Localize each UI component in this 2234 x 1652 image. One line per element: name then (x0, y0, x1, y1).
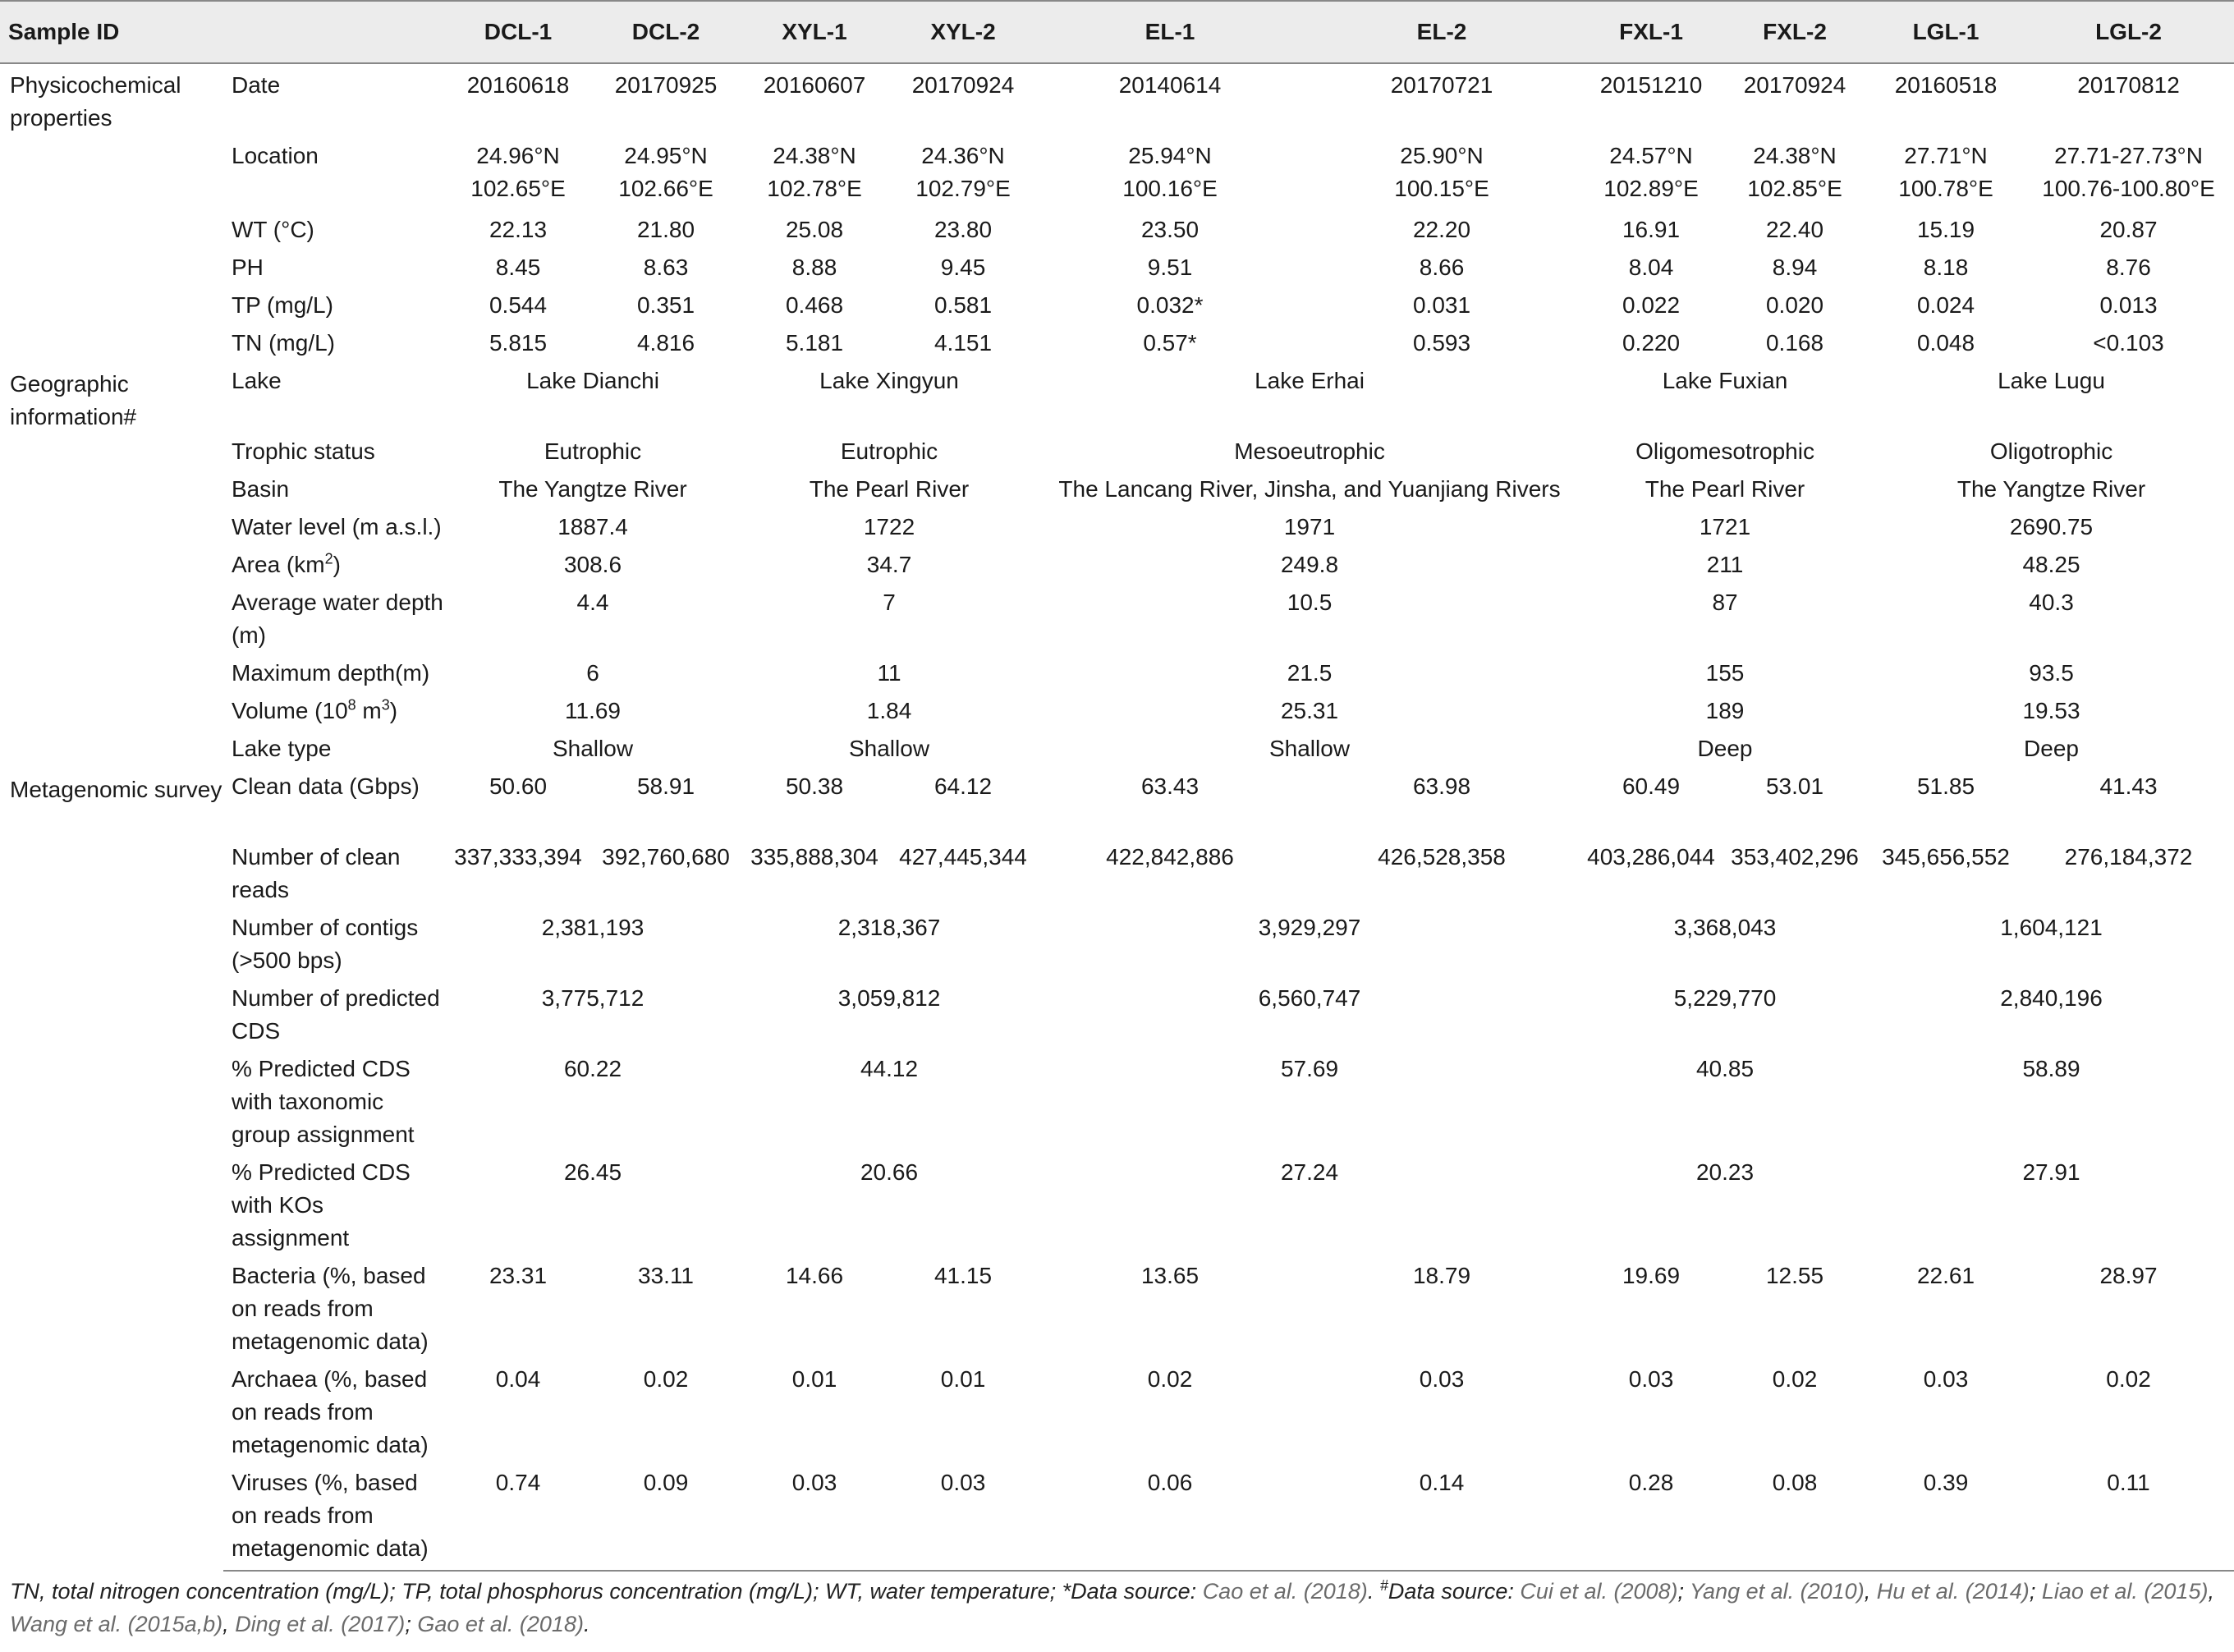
longitude: 102.65°E (470, 176, 566, 201)
table-cell: 63.43 (1140, 773, 1200, 799)
table-cell: 0.168 (1765, 330, 1824, 356)
citation-link[interactable]: Yang et al. (2010) (1690, 1579, 1865, 1604)
table-cell: 0.351 (636, 292, 695, 318)
table-cell: 0.14 (1302, 1466, 1581, 1571)
table-cell: 0.03 (1628, 1366, 1674, 1392)
footnote-marker: # (1379, 1577, 1388, 1594)
table-cell: 0.468 (785, 292, 844, 318)
table-cell: 1887.4 (557, 514, 628, 539)
table-cell: 93.5 (2029, 660, 2074, 686)
table-cell: 20170812 (2077, 72, 2180, 98)
row-label (223, 548, 445, 586)
row-label: TP (mg/L) (232, 292, 333, 318)
label-part: ) (389, 698, 398, 723)
footnote-text: . (1367, 1579, 1380, 1604)
latitude: 27.71°N (1904, 143, 1988, 168)
table-cell: 60.22 (563, 1056, 622, 1081)
table-cell: 0.020 (1765, 292, 1824, 318)
table-cell: 8.66 (1419, 255, 1465, 280)
latitude: 24.38°N (773, 143, 856, 168)
table-cell: 0.09 (591, 1466, 741, 1571)
table-cell (741, 140, 888, 213)
row-label: TN (mg/L) (232, 330, 335, 356)
row-label: Water level (m a.s.l.) (232, 514, 442, 539)
table-cell: 50.38 (785, 773, 844, 799)
table-cell: Oligomesotrophic (1635, 438, 1814, 464)
table-row (0, 289, 2234, 327)
table-cell: 4.4 (576, 590, 609, 615)
table-cell: 20140614 (1118, 72, 1222, 98)
header-col: EL-1 (1038, 1, 1302, 63)
table-cell: 53.01 (1765, 773, 1824, 799)
latitude: 25.94°N (1128, 143, 1212, 168)
table-cell (591, 140, 741, 213)
section-geographic: Geographic information# (10, 371, 137, 429)
table-cell: 0.03 (741, 1466, 888, 1571)
footnote-text: ; (2029, 1579, 2042, 1604)
table-cell: 276,184,372 (2064, 844, 2193, 870)
header-col: FXL-1 (1581, 1, 1721, 63)
table-cell: 22.61 (1916, 1263, 1975, 1288)
table-cell: 0.28 (1581, 1466, 1721, 1571)
table-cell: 4.151 (934, 330, 993, 356)
table-cell: 1971 (1283, 514, 1336, 539)
table-cell: Eutrophic (840, 438, 938, 464)
table-cell: <0.103 (2093, 330, 2164, 356)
table-row (0, 695, 2234, 732)
longitude: 100.15°E (1394, 176, 1489, 201)
table-cell: 3,775,712 (541, 985, 645, 1011)
table-cell: 8.63 (643, 255, 689, 280)
table-cell: 3,368,043 (1673, 915, 1777, 940)
table-cell: Lake Erhai (1255, 368, 1365, 393)
table-cell (1581, 140, 1721, 213)
table-cell: 64.12 (934, 773, 993, 799)
table-cell: 13.65 (1140, 1263, 1200, 1288)
footnote-text: , (2208, 1579, 2214, 1604)
table-cell: 20160607 (763, 72, 866, 98)
table-footnote (10, 1575, 2227, 1641)
table-cell: The Lancang River, Jinsha, and Yuanjiang Rivers (1058, 476, 1561, 502)
table-cell: 20170924 (1743, 72, 1846, 98)
table-cell: 5.181 (785, 330, 844, 356)
table-row (0, 657, 2234, 695)
footnote-text: ; (1677, 1579, 1690, 1604)
row-label: Basin (232, 476, 290, 502)
table-cell: 345,656,552 (1882, 844, 2010, 870)
table-cell: Lake Xingyun (819, 368, 959, 393)
table-cell: Lake Dianchi (526, 368, 659, 393)
table-row (0, 548, 2234, 586)
table-cell: 189 (1705, 698, 1745, 723)
table-cell: 426,528,358 (1378, 844, 1506, 870)
citation-link[interactable]: Ding et al. (2017) (235, 1612, 406, 1636)
table-cell: 20.66 (860, 1159, 919, 1185)
table-cell: The Pearl River (1645, 476, 1805, 502)
table-row (0, 1260, 2234, 1363)
table-cell: 0.02 (1147, 1366, 1193, 1392)
table-row (0, 982, 2234, 1053)
table-row (0, 327, 2234, 365)
table-row (0, 1363, 2234, 1466)
row-label: Archaea (%, based on reads from metagenomic data) (232, 1366, 429, 1457)
table-cell: 20151210 (1599, 72, 1703, 98)
table-cell: 0.022 (1622, 292, 1681, 318)
table-cell: 18.79 (1412, 1263, 1471, 1288)
table-row (0, 213, 2234, 251)
row-label: Date (232, 72, 281, 98)
longitude: 100.76-100.80°E (2042, 176, 2215, 201)
longitude: 100.16°E (1122, 176, 1218, 201)
table-cell: 0.03 (888, 1466, 1038, 1571)
row-label (223, 695, 445, 732)
table-cell: 0.01 (940, 1366, 986, 1392)
table-cell: 0.031 (1412, 292, 1471, 318)
header-col: XYL-2 (888, 1, 1038, 63)
table-cell: 48.25 (2022, 552, 2080, 577)
latitude: 24.38°N (1753, 143, 1837, 168)
table-row (0, 586, 2234, 657)
table-cell: 392,760,680 (602, 844, 730, 870)
footnote-text: TN, total nitrogen concentration (mg/L); TP, total phosphorus concentration (mg/L); WT, water temperature; *Data source: (10, 1579, 1203, 1604)
table-row (0, 365, 2234, 435)
footnote-text: ; (405, 1612, 418, 1636)
table-row (0, 1466, 2234, 1571)
table-cell: 3,059,812 (837, 985, 941, 1011)
table-cell: 335,888,304 (750, 844, 878, 870)
row-label: Bacteria (%, based on reads from metagenomic data) (232, 1263, 429, 1354)
table-cell (888, 140, 1038, 213)
table-cell: 249.8 (1280, 552, 1339, 577)
label-part: ) (333, 552, 341, 577)
table-row (0, 1053, 2234, 1156)
table-cell: 21.80 (636, 217, 695, 242)
latitude: 24.96°N (476, 143, 560, 168)
longitude: 102.66°E (618, 176, 713, 201)
table-cell: 11 (877, 660, 901, 686)
table-cell: 1721 (1699, 514, 1751, 539)
table-cell: 23.31 (489, 1263, 548, 1288)
latitude: 24.95°N (624, 143, 708, 168)
header-col: XYL-1 (741, 1, 888, 63)
footnote-text: , (222, 1612, 236, 1636)
table-cell: 9.51 (1147, 255, 1193, 280)
table-cell: 23.80 (934, 217, 993, 242)
row-label: Location (232, 143, 319, 168)
longitude: 102.89°E (1603, 176, 1699, 201)
table-cell: 0.01 (791, 1366, 837, 1392)
label-sup: 3 (381, 696, 390, 714)
table-cell (445, 140, 591, 213)
header-col: EL-2 (1302, 1, 1581, 63)
table-cell: 0.57* (1143, 330, 1197, 356)
longitude: 102.85°E (1747, 176, 1842, 201)
row-label: Number of predicted CDS (232, 985, 440, 1044)
table-cell: The Yangtze River (498, 476, 687, 502)
table-cell: 0.03 (1923, 1366, 1969, 1392)
row-label: Trophic status (232, 438, 375, 464)
table-row (0, 140, 2234, 213)
row-label: % Predicted CDS with KOs assignment (232, 1159, 411, 1250)
table-cell: 8.45 (495, 255, 541, 280)
table-cell: 51.85 (1916, 773, 1975, 799)
table-cell: Mesoeutrophic (1234, 438, 1385, 464)
table-cell: 8.04 (1628, 255, 1674, 280)
table-cell: Shallow (1268, 736, 1351, 761)
table-cell (1302, 140, 1581, 213)
table-cell: 41.43 (2099, 773, 2158, 799)
table-cell: 0.02 (643, 1366, 689, 1392)
header-col: FXL-2 (1721, 1, 1869, 63)
table-cell: 22.40 (1765, 217, 1824, 242)
table-cell: 22.13 (489, 217, 548, 242)
table-cell: Lake Lugu (1998, 368, 2105, 393)
table-cell: 16.91 (1622, 217, 1681, 242)
row-label: PH (232, 255, 264, 280)
latitude: 24.36°N (921, 143, 1005, 168)
longitude: 100.78°E (1898, 176, 1993, 201)
table-cell: 14.66 (785, 1263, 844, 1288)
table-row (0, 911, 2234, 982)
label-part: Area (km (232, 552, 325, 577)
table-cell: 308.6 (563, 552, 622, 577)
table-cell: 0.544 (489, 292, 548, 318)
table-cell: 9.45 (940, 255, 986, 280)
table-cell: 27.91 (2022, 1159, 2080, 1185)
table-cell: 0.74 (445, 1466, 591, 1571)
table-cell: Oligotrophic (1989, 438, 2113, 464)
table-cell: Shallow (552, 736, 634, 761)
row-label: Number of contigs (>500 bps) (232, 915, 419, 973)
table-cell: 353,402,296 (1731, 844, 1859, 870)
table-cell: 0.08 (1721, 1466, 1869, 1571)
footnote-text: . (583, 1612, 590, 1636)
table-row (0, 473, 2234, 511)
longitude: 102.79°E (915, 176, 1011, 201)
header-col: DCL-1 (445, 1, 591, 63)
table-cell: 40.85 (1695, 1056, 1755, 1081)
table-cell: 20170924 (911, 72, 1015, 98)
table-cell: 422,842,886 (1106, 844, 1234, 870)
table-cell: 41.15 (934, 1263, 993, 1288)
table-cell: 0.013 (2099, 292, 2158, 318)
table-cell: 57.69 (1280, 1056, 1339, 1081)
table-cell: 44.12 (860, 1056, 919, 1081)
citation-link[interactable]: Wang et al. (2015a,b) (10, 1612, 223, 1636)
table-row (0, 732, 2234, 770)
table-cell: 87 (1712, 590, 1738, 615)
citation-link[interactable]: Cui et al. (2008) (1520, 1579, 1678, 1604)
label-part: m (356, 698, 382, 723)
table-cell: 58.91 (636, 773, 695, 799)
table-cell: 211 (1706, 552, 1744, 577)
header-col: LGL-2 (2023, 1, 2234, 63)
label-part: Volume (10 (232, 698, 348, 723)
table-row (0, 511, 2234, 548)
table-cell: 11.69 (565, 698, 622, 723)
table-cell: 7 (883, 590, 896, 615)
latitude: 25.90°N (1400, 143, 1484, 168)
table-cell (1721, 140, 1869, 213)
header-row (0, 1, 2234, 63)
table-cell: 0.048 (1916, 330, 1975, 356)
table-cell: 1722 (863, 514, 915, 539)
label-sup: 2 (324, 550, 333, 567)
table-cell: 8.94 (1772, 255, 1818, 280)
footnote-text: Data source: (1388, 1579, 1521, 1604)
row-label: Number of clean reads (232, 844, 401, 902)
section-metagenomic: Metagenomic survey (10, 777, 222, 802)
table-cell: 3,929,297 (1258, 915, 1361, 940)
table-cell: Lake Fuxian (1662, 368, 1788, 393)
citation-link[interactable]: Gao et al. (2018) (417, 1612, 584, 1636)
table-cell: Shallow (848, 736, 930, 761)
table-cell: 0.024 (1916, 292, 1975, 318)
longitude: 102.78°E (767, 176, 862, 201)
table-cell: 0.02 (2106, 1366, 2151, 1392)
table-cell: 20.23 (1695, 1159, 1755, 1185)
table-cell: 0.02 (1772, 1366, 1818, 1392)
footnote-text: , (1864, 1579, 1877, 1604)
table-cell (1038, 140, 1302, 213)
table-cell: 21.5 (1287, 660, 1333, 686)
table-cell: 0.06 (1038, 1466, 1302, 1571)
citation-link[interactable]: Hu et al. (2014) (1876, 1579, 2030, 1604)
table-cell: The Pearl River (809, 476, 970, 502)
table-cell: 403,286,044 (1587, 844, 1715, 870)
table-cell: 5,229,770 (1673, 985, 1777, 1011)
table-row (0, 770, 2234, 841)
table-cell: 0.04 (495, 1366, 541, 1392)
table-cell: 28.97 (2099, 1263, 2158, 1288)
table-cell: 0.220 (1622, 330, 1681, 356)
table-cell: 60.49 (1622, 773, 1681, 799)
table-cell (2023, 140, 2234, 213)
row-label: WT (°C) (232, 217, 314, 242)
table-cell: 12.55 (1765, 1263, 1824, 1288)
label-sup: 8 (347, 696, 356, 714)
section-physicochemical: Physicochemical properties (10, 72, 181, 131)
row-label: Lake type (232, 736, 332, 761)
table-cell: 58.89 (2022, 1056, 2080, 1081)
table-row (0, 435, 2234, 473)
table-row (0, 251, 2234, 289)
row-label: % Predicted CDS with taxonomic group assignment (232, 1056, 415, 1147)
table-cell: 34.7 (866, 552, 912, 577)
table-cell: 33.11 (638, 1263, 695, 1288)
table-cell: 63.98 (1412, 773, 1471, 799)
table-cell: 2,318,367 (837, 915, 941, 940)
table-cell: 8.76 (2106, 255, 2151, 280)
table-cell: 0.39 (1869, 1466, 2023, 1571)
header-sample-id: Sample ID (0, 1, 445, 63)
table-cell: 20170721 (1390, 72, 1493, 98)
table-cell: 0.11 (2023, 1466, 2234, 1571)
table-cell: 427,445,344 (899, 844, 1027, 870)
table-cell: 0.032* (1136, 292, 1204, 318)
table-cell: 10.5 (1287, 590, 1333, 615)
header-col: DCL-2 (591, 1, 741, 63)
table-cell: 1.84 (866, 698, 912, 723)
row-label: Maximum depth(m) (232, 660, 430, 686)
table-cell: 0.581 (934, 292, 993, 318)
header-col: LGL-1 (1869, 1, 2023, 63)
table-cell: 0.03 (1419, 1366, 1465, 1392)
table-cell: 0.593 (1412, 330, 1471, 356)
row-label: Lake (232, 368, 282, 393)
table-cell: 26.45 (563, 1159, 622, 1185)
table-cell: 50.60 (489, 773, 548, 799)
table-cell: 6,560,747 (1258, 985, 1361, 1011)
table-cell: 25.08 (785, 217, 844, 242)
table-cell: 19.69 (1622, 1263, 1681, 1288)
table-cell: 20.87 (2099, 217, 2158, 242)
table-cell: 8.88 (791, 255, 837, 280)
table-cell: 5.815 (489, 330, 548, 356)
table-cell: 23.50 (1140, 217, 1200, 242)
citation-link[interactable]: Liao et al. (2015) (2041, 1579, 2209, 1604)
table-row (0, 841, 2234, 911)
table-row (0, 63, 2234, 140)
latitude: 27.71-27.73°N (2054, 143, 2203, 168)
table-cell: 1,604,121 (2000, 915, 2103, 940)
table-cell: 40.3 (2029, 590, 2074, 615)
table-row (0, 1156, 2234, 1260)
table-cell: 2690.75 (2009, 514, 2094, 539)
table-cell: 4.816 (636, 330, 695, 356)
table-cell: 6 (586, 660, 599, 686)
table-cell: 25.31 (1280, 698, 1339, 723)
latitude: 24.57°N (1609, 143, 1693, 168)
table-cell: 20160618 (466, 72, 570, 98)
table-cell: 2,840,196 (2000, 985, 2103, 1011)
table-cell: 155 (1705, 660, 1745, 686)
citation-link[interactable]: Cao et al. (2018) (1202, 1579, 1368, 1604)
row-label: Average water depth (m) (232, 590, 443, 648)
table-cell: Deep (2024, 736, 2079, 761)
table-cell: 20160518 (1894, 72, 1998, 98)
table-cell: 19.53 (2022, 698, 2080, 723)
table-cell: 15.19 (1916, 217, 1975, 242)
row-label: Viruses (%, based on reads from metagenomic data) (223, 1466, 445, 1571)
table-cell: The Yangtze River (1956, 476, 2146, 502)
row-label: Clean data (Gbps) (232, 773, 420, 799)
table-cell: 337,333,394 (454, 844, 582, 870)
table-cell: Deep (1697, 736, 1753, 761)
table-cell: 22.20 (1412, 217, 1471, 242)
table-cell: 2,381,193 (541, 915, 645, 940)
table-cell: 8.18 (1923, 255, 1969, 280)
table-cell: 27.24 (1280, 1159, 1339, 1185)
table-cell (1869, 140, 2023, 213)
table-cell: 20170925 (614, 72, 718, 98)
table-cell: Eutrophic (544, 438, 642, 464)
